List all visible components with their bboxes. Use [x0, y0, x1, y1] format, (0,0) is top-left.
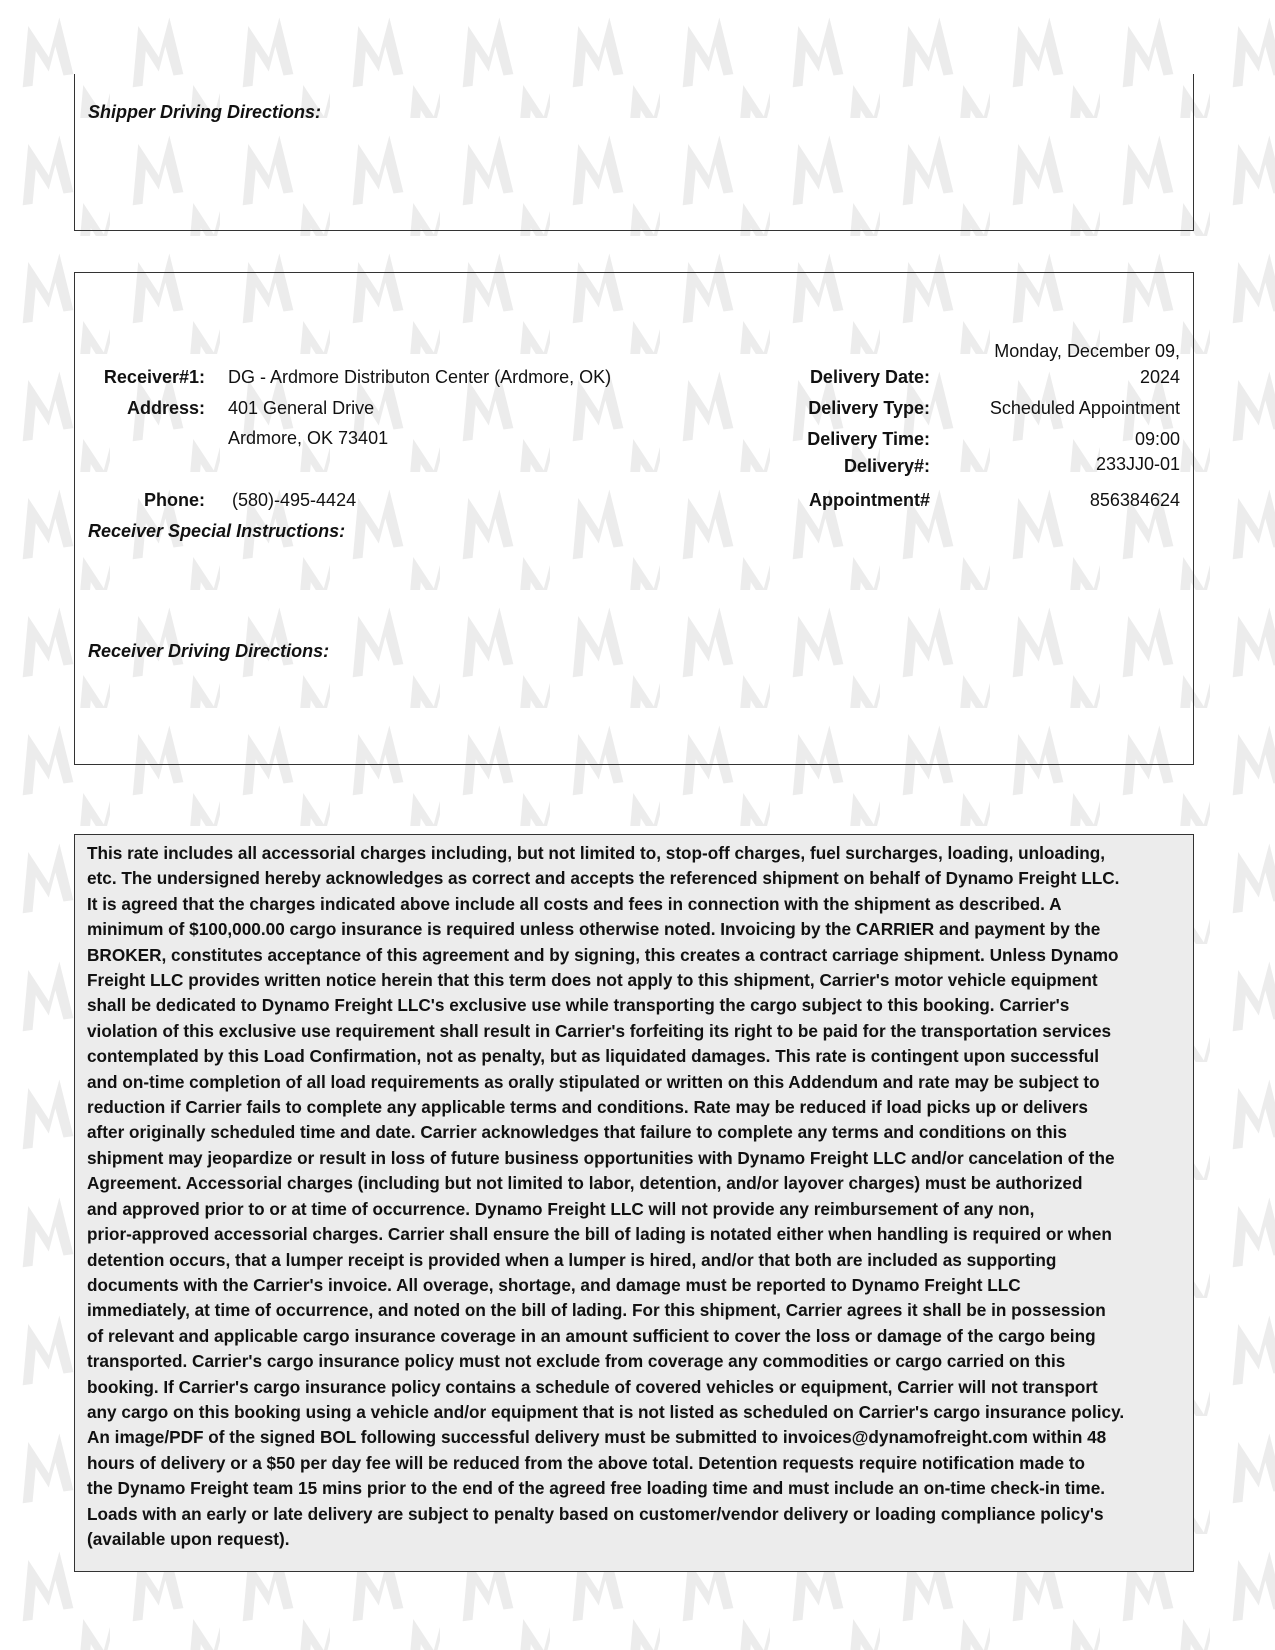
- shipper-section: [74, 74, 1194, 231]
- receiver-section: [74, 272, 1194, 765]
- address-label: Address:: [126, 398, 205, 418]
- terms-and-conditions-text: This rate includes all accessorial charges including, but not limited to, stop-off charges, fuel surcharges, loading, unloading, etc. The undersigned hereby acknowledges as correct and accepts the referenced shipment on behalf of Dynamo Freight LLC. It is agreed that the charges indicated above include all costs and fees in connection with the shipment as described. A minimum of $100,000.00 cargo insurance is required unless otherwise noted. Invoicing by the CARRIER and payment by the BROKER, constitutes acceptance of this agreement and by signing, this creates a contract carriage shipment. Unless Dynamo Freight LLC provides written notice herein that this term does not apply to this shipment, Carrier's motor vehicle equipment shall be dedicated to Dynamo Freight LLC's exclusive use while transporting the cargo subject to this booking. Carrier's violation of this exclusive use requirement shall result in Carrier's forfeiting its right to be paid for the transportation services contemplated by this Load Confirmation, not as penalty, but as liquidated damages. This rate is contingent upon successful and on-time completion of all load requirements as orally stipulated or written on this Addendum and rate may be subject to reduction if Carrier fails to complete any applicable terms and conditions. Rate may be reduced if load picks up or delivers after originally scheduled time and date. Carrier acknowledges that failure to complete any terms and conditions on this shipment may jeopardize or result in loss of future business opportunities with Dynamo Freight LLC and/or cancelation of the Agreement. Accessorial charges (including but not limited to labor, detention, and/or layover charges) must be authorized and approved prior to or at time of occurrence. Dynamo Freight LLC will not provide any reimbursement of any non, prior-approved accessorial charges. Carrier shall ensure the bill of lading is notated either when handling is required or when detention occurs, that a lumper receipt is provided when a lumper is hired, and/or that both are included as supporting documents with the Carrier's invoice. All overage, shortage, and damage must be reported to Dynamo Freight LLC immediately, at time of occurrence, and noted on the bill of lading. For this shipment, Carrier agrees it shall be in possession of relevant and applicable cargo insurance coverage in an amount sufficient to cover the loss or damage of the cargo being transported. Carrier's cargo insurance policy must not exclude from coverage any commodities or cargo carried on this booking. If Carrier's cargo insurance policy contains a schedule of covered vehicles or equipment, Carrier will not transport any cargo on this booking using a vehicle and/or equipment that is not listed as scheduled on Carrier's cargo insurance policy. An image/PDF of the signed BOL following successful delivery must be submitted to invoices@dynamofreight.com within 48 hours of delivery or a $50 per day fee will be reduced from the above total. Detention requests require notification made to the Dynamo Freight team 15 mins prior to the end of the agreed free loading time and must include an on-time check-in time. Loads with an early or late delivery are subject to penalty based on customer/vendor delivery or loading compliance policy's (available upon request).: [87, 843, 1125, 1549]
- delivery-date-line-2: 2024: [1139, 367, 1180, 387]
- receiver-special-instructions-label: Receiver Special Instructions:: [88, 521, 346, 541]
- delivery-type-value: Scheduled Appointment: [989, 398, 1180, 418]
- address-line-2: Ardmore, OK 73401: [228, 428, 389, 448]
- delivery-date-label: Delivery Date:: [809, 367, 930, 387]
- delivery-date-line-1: Monday, December 09,: [994, 341, 1180, 361]
- address-line-1: 401 General Drive: [228, 398, 375, 418]
- phone-label: Phone:: [144, 490, 205, 510]
- delivery-time-label: Delivery Time:: [807, 429, 930, 449]
- phone-value: (580)-495-4424: [232, 490, 357, 510]
- terms-section: [74, 834, 1194, 1572]
- receiver-label: Receiver#1:: [103, 367, 205, 387]
- appointment-value: 856384624: [1089, 490, 1180, 510]
- delivery-number-value: 233JJ0-01: [1095, 454, 1180, 474]
- appointment-label: Appointment#: [809, 490, 930, 510]
- delivery-type-label: Delivery Type:: [808, 398, 930, 418]
- delivery-time-value: 09:00: [1134, 429, 1180, 449]
- receiver-name: DG - Ardmore Distributon Center (Ardmore, OK): [228, 367, 612, 387]
- receiver-driving-directions-label: Receiver Driving Directions:: [88, 641, 330, 661]
- delivery-number-label: Delivery#:: [843, 456, 930, 476]
- shipper-driving-directions-label: Shipper Driving Directions:: [88, 102, 322, 122]
